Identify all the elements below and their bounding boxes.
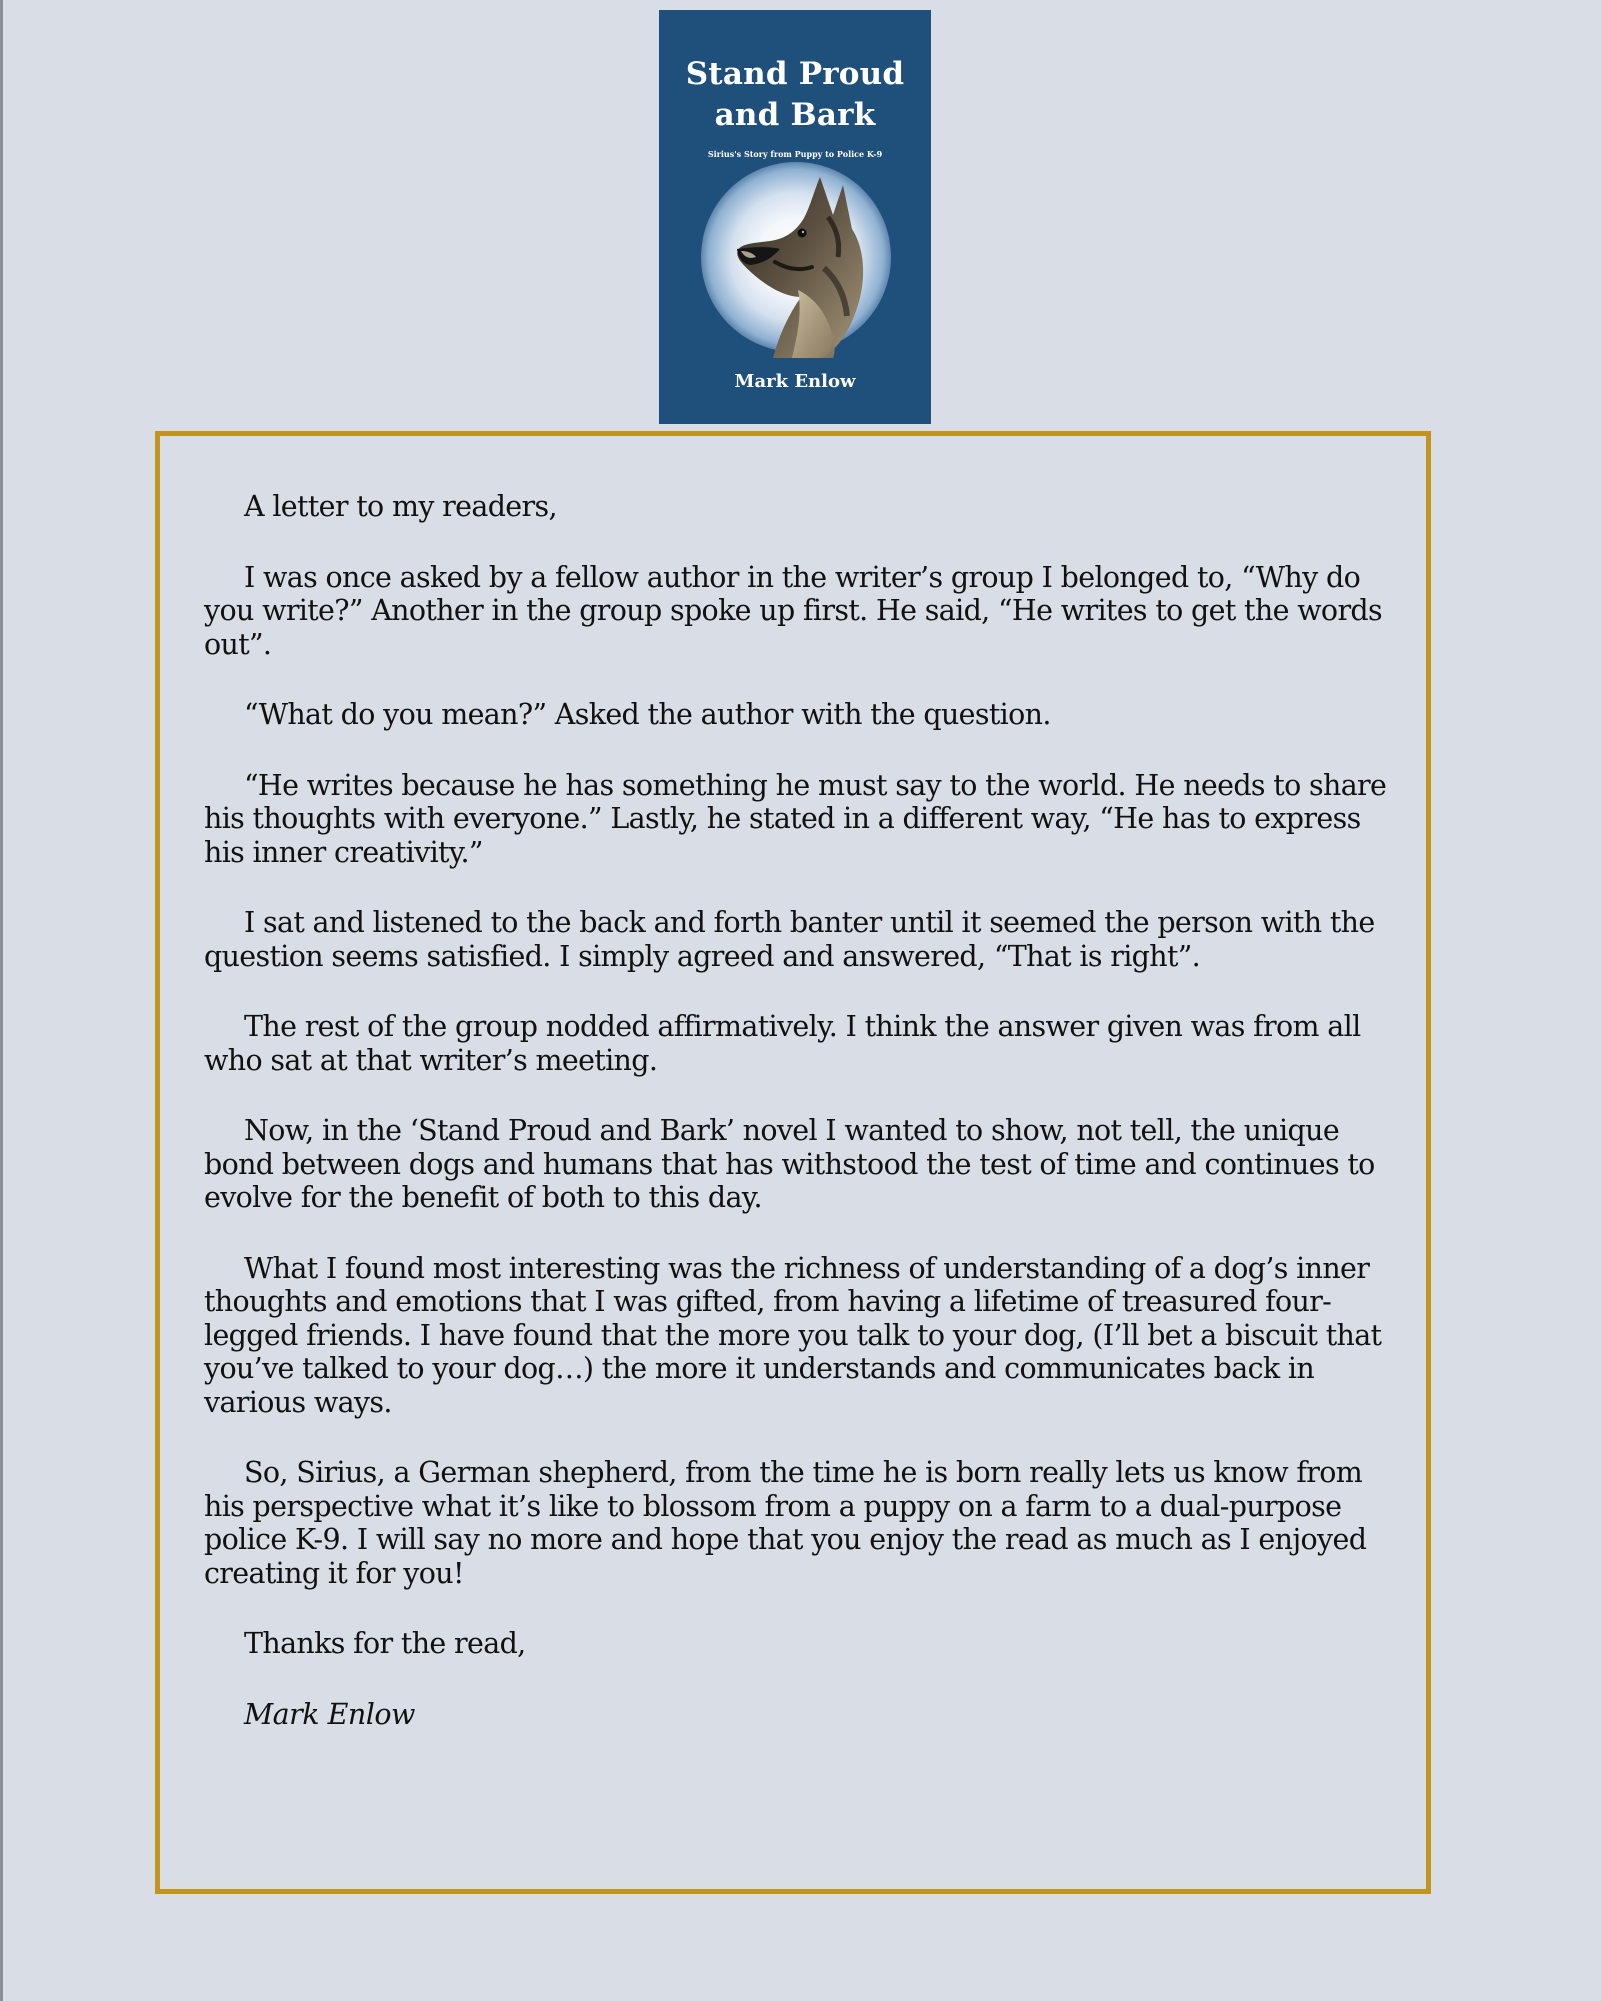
book-title-line-2: and Bark <box>714 97 876 133</box>
letter-closing: Thanks for the read, <box>244 1627 526 1660</box>
letter-paragraph: What I found most interesting was the richness of understanding of a dog’s inner thoughts and emotions that I was gifted, from having a lifetime of treasured four-legged friends. I have found that the more you talk to your dog, (I’ll bet a biscuit that you’ve talked to your dog…) the more it understands and communicates back in various ways. <box>204 1251 1382 1419</box>
letter-paragraph: “What do you mean?” Asked the author with the question. <box>244 698 1051 731</box>
author-signature: Mark Enlow <box>244 1697 415 1731</box>
letter-paragraph: The rest of the group nodded affirmatively. I think the answer given was from all who sat at that writer’s meeting. <box>204 1010 1361 1077</box>
book-subtitle: Sirius's Story from Puppy to Police K-9 <box>707 149 883 159</box>
letter-frame <box>155 431 1431 1894</box>
letter-salutation: A letter to my readers, <box>244 490 557 523</box>
book-title <box>659 54 931 136</box>
book-title-line-1: Stand Proud <box>685 56 905 92</box>
left-edge-rule <box>0 0 3 2001</box>
book-author: Mark Enlow <box>734 371 856 392</box>
letter-paragraph: Now, in the ‘Stand Proud and Bark’ novel I wanted to show, not tell, the unique bond between dogs and humans that has withstood the test of time and continues to evolve for the benefit of both to this day. <box>204 1114 1375 1214</box>
letter-paragraph: So, Sirius, a German shepherd, from the time he is born really lets us know from his perspective what it’s like to blossom from a puppy on a farm to a dual-purpose police K-9. I will say no more and hope that you enjoy the read as much as I enjoyed creating it for you! <box>204 1456 1367 1590</box>
letter-paragraph: I sat and listened to the back and forth banter until it seemed the person with the question seems satisfied. I simply agreed and answered, “That is right”. <box>204 906 1375 973</box>
letter-paragraph: “He writes because he has something he must say to the world. He needs to share his thoughts with everyone.” Lastly, he stated in a different way, “He has to express his inner creativity.” <box>204 768 1387 869</box>
book-cover <box>659 10 931 424</box>
letter-paragraph: I was once asked by a fellow author in the writer’s group I belonged to, “Why do you write?” Another in the group spoke up first. He said, “He writes to get the words out”. <box>204 560 1382 661</box>
letter-body <box>204 490 1406 1731</box>
german-shepherd-image <box>715 173 879 358</box>
